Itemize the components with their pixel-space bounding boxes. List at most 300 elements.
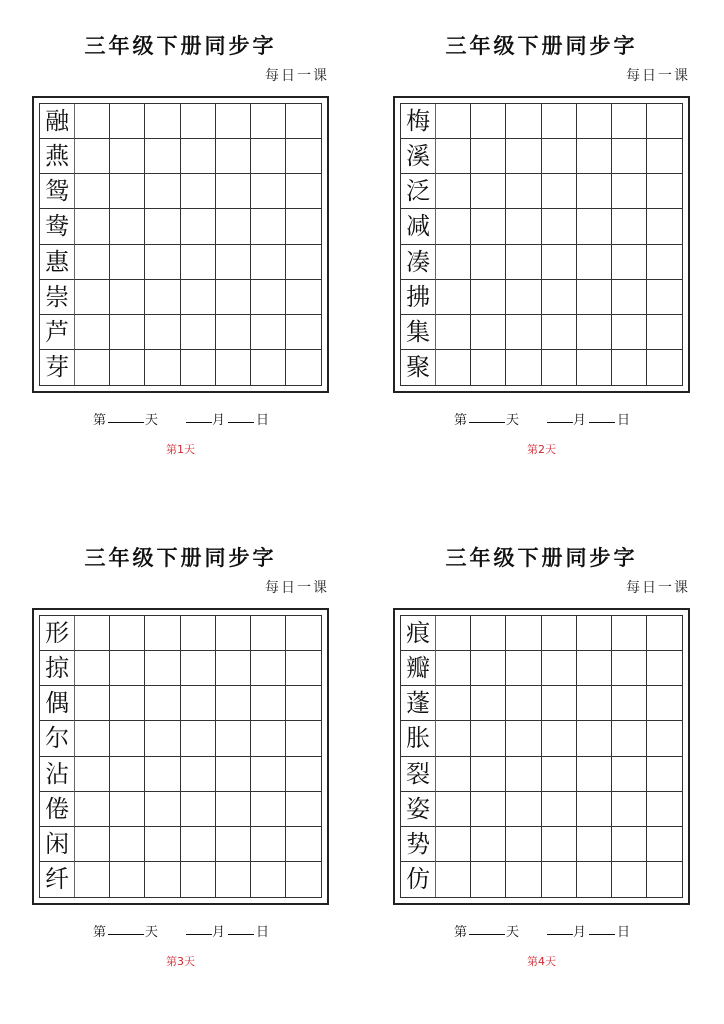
writing-practice-cell[interactable] bbox=[612, 686, 647, 721]
writing-practice-cell[interactable] bbox=[110, 757, 145, 792]
practice-sheet-day-2 bbox=[361, 0, 722, 512]
writing-practice-cell[interactable] bbox=[145, 862, 180, 897]
writing-practice-cell[interactable] bbox=[542, 616, 577, 651]
writing-practice-cell[interactable] bbox=[216, 757, 251, 792]
day-number-blank[interactable] bbox=[108, 409, 144, 423]
writing-practice-cell[interactable] bbox=[145, 757, 180, 792]
writing-practice-cell[interactable] bbox=[216, 792, 251, 827]
writing-practice-cell[interactable] bbox=[110, 792, 145, 827]
writing-practice-cell[interactable] bbox=[436, 686, 471, 721]
writing-practice-cell[interactable] bbox=[286, 245, 321, 280]
practice-grid-frame bbox=[32, 96, 329, 393]
writing-practice-cell[interactable] bbox=[145, 315, 180, 350]
writing-practice-cell[interactable] bbox=[436, 245, 471, 280]
writing-practice-cell[interactable] bbox=[506, 280, 541, 315]
writing-practice-cell[interactable] bbox=[75, 104, 110, 139]
writing-practice-cell[interactable] bbox=[251, 721, 286, 756]
writing-practice-cell[interactable] bbox=[471, 721, 506, 756]
writing-practice-cell[interactable] bbox=[75, 209, 110, 244]
model-character-cell: 燕 bbox=[40, 139, 75, 174]
date-day-label: 日 bbox=[256, 413, 270, 428]
writing-practice-cell[interactable] bbox=[506, 139, 541, 174]
writing-practice-cell[interactable] bbox=[251, 686, 286, 721]
writing-practice-cell[interactable] bbox=[216, 139, 251, 174]
practice-grid-frame bbox=[393, 96, 690, 393]
writing-practice-cell[interactable] bbox=[542, 315, 577, 350]
day-tag: 第2天 bbox=[527, 443, 556, 456]
writing-practice-cell[interactable] bbox=[542, 686, 577, 721]
writing-practice-cell[interactable] bbox=[145, 827, 180, 862]
writing-practice-cell[interactable] bbox=[542, 280, 577, 315]
day-blank[interactable] bbox=[228, 409, 254, 423]
model-character-cell: 泛 bbox=[401, 174, 436, 209]
month-blank[interactable] bbox=[547, 409, 573, 423]
sheet-subtitle: 每日一课 bbox=[626, 580, 690, 596]
model-character-cell: 梅 bbox=[401, 104, 436, 139]
writing-practice-cell[interactable] bbox=[216, 104, 251, 139]
writing-practice-cell[interactable] bbox=[110, 862, 145, 897]
writing-practice-cell[interactable] bbox=[506, 616, 541, 651]
writing-practice-cell[interactable] bbox=[436, 139, 471, 174]
writing-practice-cell[interactable] bbox=[471, 350, 506, 385]
sheet-subtitle: 每日一课 bbox=[265, 580, 329, 596]
writing-practice-cell[interactable] bbox=[216, 209, 251, 244]
writing-practice-cell[interactable] bbox=[542, 209, 577, 244]
writing-practice-cell[interactable] bbox=[577, 315, 612, 350]
writing-practice-cell[interactable] bbox=[612, 651, 647, 686]
writing-practice-cell[interactable] bbox=[436, 792, 471, 827]
model-character-cell: 姿 bbox=[401, 792, 436, 827]
model-character-cell: 势 bbox=[401, 827, 436, 862]
writing-practice-cell[interactable] bbox=[145, 721, 180, 756]
writing-practice-cell[interactable] bbox=[75, 350, 110, 385]
writing-practice-cell[interactable] bbox=[471, 757, 506, 792]
writing-practice-cell[interactable] bbox=[471, 862, 506, 897]
writing-practice-cell[interactable] bbox=[506, 721, 541, 756]
writing-practice-cell[interactable] bbox=[471, 209, 506, 244]
writing-practice-cell[interactable] bbox=[251, 104, 286, 139]
writing-practice-cell[interactable] bbox=[145, 104, 180, 139]
writing-practice-cell[interactable] bbox=[577, 651, 612, 686]
writing-practice-cell[interactable] bbox=[110, 104, 145, 139]
writing-practice-cell[interactable] bbox=[436, 209, 471, 244]
model-character-cell: 惠 bbox=[40, 245, 75, 280]
date-day-label: 日 bbox=[256, 925, 270, 940]
writing-practice-cell[interactable] bbox=[577, 174, 612, 209]
model-character-cell: 裂 bbox=[401, 757, 436, 792]
writing-practice-cell[interactable] bbox=[216, 245, 251, 280]
month-blank[interactable] bbox=[186, 921, 212, 935]
writing-practice-cell[interactable] bbox=[577, 245, 612, 280]
writing-practice-cell[interactable] bbox=[286, 651, 321, 686]
writing-practice-cell[interactable] bbox=[110, 350, 145, 385]
writing-practice-cell[interactable] bbox=[75, 792, 110, 827]
writing-practice-cell[interactable] bbox=[647, 350, 682, 385]
date-day-label: 日 bbox=[617, 413, 631, 428]
writing-practice-cell[interactable] bbox=[506, 792, 541, 827]
model-character-cell: 集 bbox=[401, 315, 436, 350]
model-character-cell: 鸯 bbox=[40, 209, 75, 244]
writing-practice-cell[interactable] bbox=[506, 827, 541, 862]
writing-practice-cell[interactable] bbox=[542, 757, 577, 792]
writing-practice-cell[interactable] bbox=[471, 174, 506, 209]
writing-practice-cell[interactable] bbox=[145, 686, 180, 721]
writing-practice-cell[interactable] bbox=[110, 139, 145, 174]
writing-practice-cell[interactable] bbox=[647, 651, 682, 686]
date-day-suffix: 天 bbox=[145, 413, 159, 428]
writing-practice-cell[interactable] bbox=[110, 616, 145, 651]
writing-practice-cell[interactable] bbox=[145, 792, 180, 827]
model-character-cell: 纤 bbox=[40, 862, 75, 897]
writing-practice-cell[interactable] bbox=[647, 245, 682, 280]
writing-practice-cell[interactable] bbox=[181, 792, 216, 827]
writing-practice-cell[interactable] bbox=[612, 209, 647, 244]
writing-practice-cell[interactable] bbox=[145, 350, 180, 385]
writing-practice-cell[interactable] bbox=[251, 827, 286, 862]
writing-practice-cell[interactable] bbox=[216, 827, 251, 862]
writing-practice-cell[interactable] bbox=[75, 174, 110, 209]
writing-practice-cell[interactable] bbox=[251, 280, 286, 315]
practice-grid bbox=[400, 103, 683, 386]
writing-practice-cell[interactable] bbox=[216, 862, 251, 897]
writing-practice-cell[interactable] bbox=[181, 651, 216, 686]
writing-practice-cell[interactable] bbox=[471, 651, 506, 686]
date-prefix: 第 bbox=[454, 925, 468, 940]
practice-grid-frame bbox=[393, 608, 690, 905]
writing-practice-cell[interactable] bbox=[181, 209, 216, 244]
model-character-cell: 芽 bbox=[40, 350, 75, 385]
writing-practice-cell[interactable] bbox=[181, 862, 216, 897]
writing-practice-cell[interactable] bbox=[181, 315, 216, 350]
writing-practice-cell[interactable] bbox=[577, 209, 612, 244]
writing-practice-cell[interactable] bbox=[506, 174, 541, 209]
writing-practice-cell[interactable] bbox=[577, 139, 612, 174]
writing-practice-cell[interactable] bbox=[75, 862, 110, 897]
writing-practice-cell[interactable] bbox=[110, 174, 145, 209]
writing-practice-cell[interactable] bbox=[286, 209, 321, 244]
model-character-cell: 仿 bbox=[401, 862, 436, 897]
writing-practice-cell[interactable] bbox=[647, 280, 682, 315]
writing-practice-cell[interactable] bbox=[577, 757, 612, 792]
writing-practice-cell[interactable] bbox=[436, 757, 471, 792]
writing-practice-cell[interactable] bbox=[612, 862, 647, 897]
writing-practice-cell[interactable] bbox=[251, 350, 286, 385]
writing-practice-cell[interactable] bbox=[286, 280, 321, 315]
writing-practice-cell[interactable] bbox=[181, 616, 216, 651]
writing-practice-cell[interactable] bbox=[542, 651, 577, 686]
model-character-cell: 沾 bbox=[40, 757, 75, 792]
writing-practice-cell[interactable] bbox=[145, 174, 180, 209]
writing-practice-cell[interactable] bbox=[216, 651, 251, 686]
model-character-cell: 形 bbox=[40, 616, 75, 651]
day-number-blank[interactable] bbox=[108, 921, 144, 935]
month-blank[interactable] bbox=[547, 921, 573, 935]
writing-practice-cell[interactable] bbox=[436, 350, 471, 385]
writing-practice-cell[interactable] bbox=[75, 686, 110, 721]
writing-practice-cell[interactable] bbox=[110, 827, 145, 862]
writing-practice-cell[interactable] bbox=[216, 686, 251, 721]
writing-practice-cell[interactable] bbox=[647, 862, 682, 897]
writing-practice-cell[interactable] bbox=[577, 350, 612, 385]
model-character-cell: 鸳 bbox=[40, 174, 75, 209]
practice-grid-frame bbox=[32, 608, 329, 905]
writing-practice-cell[interactable] bbox=[110, 245, 145, 280]
writing-practice-cell[interactable] bbox=[286, 104, 321, 139]
writing-practice-cell[interactable] bbox=[612, 350, 647, 385]
date-day-label: 日 bbox=[617, 925, 631, 940]
model-character-cell: 拂 bbox=[401, 280, 436, 315]
date-month-label: 月 bbox=[212, 413, 226, 428]
writing-practice-cell[interactable] bbox=[542, 139, 577, 174]
model-character-cell: 胀 bbox=[401, 721, 436, 756]
model-character-cell: 融 bbox=[40, 104, 75, 139]
writing-practice-cell[interactable] bbox=[471, 139, 506, 174]
writing-practice-cell[interactable] bbox=[286, 827, 321, 862]
writing-practice-cell[interactable] bbox=[542, 827, 577, 862]
writing-practice-cell[interactable] bbox=[612, 104, 647, 139]
writing-practice-cell[interactable] bbox=[612, 139, 647, 174]
writing-practice-cell[interactable] bbox=[75, 616, 110, 651]
date-day-suffix: 天 bbox=[145, 925, 159, 940]
day-number-blank[interactable] bbox=[469, 409, 505, 423]
writing-practice-cell[interactable] bbox=[647, 174, 682, 209]
writing-practice-cell[interactable] bbox=[542, 350, 577, 385]
writing-practice-cell[interactable] bbox=[181, 721, 216, 756]
writing-practice-cell[interactable] bbox=[75, 757, 110, 792]
writing-practice-cell[interactable] bbox=[436, 721, 471, 756]
writing-practice-cell[interactable] bbox=[145, 651, 180, 686]
writing-practice-cell[interactable] bbox=[647, 757, 682, 792]
writing-practice-cell[interactable] bbox=[110, 315, 145, 350]
model-character-cell: 闲 bbox=[40, 827, 75, 862]
writing-practice-cell[interactable] bbox=[251, 315, 286, 350]
writing-practice-cell[interactable] bbox=[75, 827, 110, 862]
writing-practice-cell[interactable] bbox=[110, 651, 145, 686]
day-blank[interactable] bbox=[589, 409, 615, 423]
writing-practice-cell[interactable] bbox=[286, 757, 321, 792]
model-character-cell: 凑 bbox=[401, 245, 436, 280]
practice-sheet-day-4 bbox=[361, 512, 722, 1024]
writing-practice-cell[interactable] bbox=[181, 757, 216, 792]
writing-practice-cell[interactable] bbox=[542, 104, 577, 139]
date-prefix: 第 bbox=[93, 925, 107, 940]
writing-practice-cell[interactable] bbox=[647, 104, 682, 139]
writing-practice-cell[interactable] bbox=[612, 280, 647, 315]
sheet-title: 三年级下册同步字 bbox=[84, 545, 277, 570]
sheet-subtitle: 每日一课 bbox=[265, 68, 329, 84]
writing-practice-cell[interactable] bbox=[181, 827, 216, 862]
writing-practice-cell[interactable] bbox=[216, 616, 251, 651]
writing-practice-cell[interactable] bbox=[436, 315, 471, 350]
writing-practice-cell[interactable] bbox=[216, 174, 251, 209]
writing-practice-cell[interactable] bbox=[577, 862, 612, 897]
writing-practice-cell[interactable] bbox=[145, 280, 180, 315]
writing-practice-cell[interactable] bbox=[75, 245, 110, 280]
writing-practice-cell[interactable] bbox=[251, 792, 286, 827]
writing-practice-cell[interactable] bbox=[286, 862, 321, 897]
writing-practice-cell[interactable] bbox=[75, 315, 110, 350]
writing-practice-cell[interactable] bbox=[506, 651, 541, 686]
writing-practice-cell[interactable] bbox=[181, 245, 216, 280]
writing-practice-cell[interactable] bbox=[577, 827, 612, 862]
model-character-cell: 芦 bbox=[40, 315, 75, 350]
writing-practice-cell[interactable] bbox=[181, 280, 216, 315]
writing-practice-cell[interactable] bbox=[647, 616, 682, 651]
writing-practice-cell[interactable] bbox=[612, 616, 647, 651]
writing-practice-cell[interactable] bbox=[145, 139, 180, 174]
date-day-suffix: 天 bbox=[506, 413, 520, 428]
writing-practice-cell[interactable] bbox=[612, 315, 647, 350]
writing-practice-cell[interactable] bbox=[251, 616, 286, 651]
writing-practice-cell[interactable] bbox=[110, 209, 145, 244]
date-prefix: 第 bbox=[454, 413, 468, 428]
writing-practice-cell[interactable] bbox=[506, 315, 541, 350]
writing-practice-cell[interactable] bbox=[612, 245, 647, 280]
writing-practice-cell[interactable] bbox=[647, 139, 682, 174]
sheet-title: 三年级下册同步字 bbox=[445, 33, 638, 58]
writing-practice-cell[interactable] bbox=[506, 245, 541, 280]
writing-practice-cell[interactable] bbox=[542, 245, 577, 280]
writing-practice-cell[interactable] bbox=[286, 686, 321, 721]
writing-practice-cell[interactable] bbox=[251, 862, 286, 897]
writing-practice-cell[interactable] bbox=[286, 721, 321, 756]
writing-practice-cell[interactable] bbox=[436, 104, 471, 139]
writing-practice-cell[interactable] bbox=[612, 174, 647, 209]
writing-practice-cell[interactable] bbox=[506, 862, 541, 897]
writing-practice-cell[interactable] bbox=[612, 757, 647, 792]
writing-practice-cell[interactable] bbox=[612, 721, 647, 756]
writing-practice-cell[interactable] bbox=[145, 245, 180, 280]
writing-practice-cell[interactable] bbox=[251, 174, 286, 209]
writing-practice-cell[interactable] bbox=[251, 139, 286, 174]
writing-practice-cell[interactable] bbox=[436, 827, 471, 862]
writing-practice-cell[interactable] bbox=[436, 174, 471, 209]
writing-practice-cell[interactable] bbox=[251, 757, 286, 792]
day-tag: 第1天 bbox=[166, 443, 195, 456]
writing-practice-cell[interactable] bbox=[436, 651, 471, 686]
practice-grid bbox=[400, 615, 683, 898]
writing-practice-cell[interactable] bbox=[612, 792, 647, 827]
writing-practice-cell[interactable] bbox=[436, 280, 471, 315]
writing-practice-cell[interactable] bbox=[542, 174, 577, 209]
model-character-cell: 尔 bbox=[40, 721, 75, 756]
writing-practice-cell[interactable] bbox=[110, 280, 145, 315]
writing-practice-cell[interactable] bbox=[577, 616, 612, 651]
writing-practice-cell[interactable] bbox=[145, 616, 180, 651]
practice-grid bbox=[39, 615, 322, 898]
writing-practice-cell[interactable] bbox=[471, 616, 506, 651]
writing-practice-cell[interactable] bbox=[110, 721, 145, 756]
writing-practice-cell[interactable] bbox=[471, 280, 506, 315]
writing-practice-cell[interactable] bbox=[471, 104, 506, 139]
writing-practice-cell[interactable] bbox=[506, 350, 541, 385]
writing-practice-cell[interactable] bbox=[471, 827, 506, 862]
writing-practice-cell[interactable] bbox=[612, 827, 647, 862]
writing-practice-cell[interactable] bbox=[542, 721, 577, 756]
model-character-cell: 瓣 bbox=[401, 651, 436, 686]
model-character-cell: 崇 bbox=[40, 280, 75, 315]
writing-practice-cell[interactable] bbox=[577, 104, 612, 139]
writing-practice-cell[interactable] bbox=[577, 686, 612, 721]
writing-practice-cell[interactable] bbox=[216, 280, 251, 315]
writing-practice-cell[interactable] bbox=[542, 862, 577, 897]
writing-practice-cell[interactable] bbox=[286, 315, 321, 350]
writing-practice-cell[interactable] bbox=[471, 792, 506, 827]
writing-practice-cell[interactable] bbox=[436, 616, 471, 651]
month-blank[interactable] bbox=[186, 409, 212, 423]
date-day-suffix: 天 bbox=[506, 925, 520, 940]
writing-practice-cell[interactable] bbox=[647, 792, 682, 827]
day-number-blank[interactable] bbox=[469, 921, 505, 935]
writing-practice-cell[interactable] bbox=[181, 104, 216, 139]
writing-practice-cell[interactable] bbox=[75, 139, 110, 174]
writing-practice-cell[interactable] bbox=[647, 827, 682, 862]
day-blank[interactable] bbox=[228, 921, 254, 935]
writing-practice-cell[interactable] bbox=[286, 350, 321, 385]
writing-practice-cell[interactable] bbox=[216, 350, 251, 385]
writing-practice-cell[interactable] bbox=[145, 209, 180, 244]
writing-practice-cell[interactable] bbox=[181, 686, 216, 721]
writing-practice-cell[interactable] bbox=[110, 686, 145, 721]
model-character-cell: 溪 bbox=[401, 139, 436, 174]
practice-grid bbox=[39, 103, 322, 386]
writing-practice-cell[interactable] bbox=[647, 721, 682, 756]
writing-practice-cell[interactable] bbox=[216, 315, 251, 350]
writing-practice-cell[interactable] bbox=[75, 651, 110, 686]
writing-practice-cell[interactable] bbox=[506, 104, 541, 139]
sheet-title: 三年级下册同步字 bbox=[445, 545, 638, 570]
writing-practice-cell[interactable] bbox=[471, 315, 506, 350]
writing-practice-cell[interactable] bbox=[647, 315, 682, 350]
writing-practice-cell[interactable] bbox=[506, 757, 541, 792]
day-tag: 第4天 bbox=[527, 955, 556, 968]
writing-practice-cell[interactable] bbox=[506, 686, 541, 721]
model-character-cell: 偶 bbox=[40, 686, 75, 721]
model-character-cell: 痕 bbox=[401, 616, 436, 651]
writing-practice-cell[interactable] bbox=[647, 686, 682, 721]
model-character-cell: 聚 bbox=[401, 350, 436, 385]
writing-practice-cell[interactable] bbox=[251, 651, 286, 686]
writing-practice-cell[interactable] bbox=[286, 792, 321, 827]
model-character-cell: 掠 bbox=[40, 651, 75, 686]
writing-practice-cell[interactable] bbox=[647, 209, 682, 244]
writing-practice-cell[interactable] bbox=[286, 139, 321, 174]
model-character-cell: 蓬 bbox=[401, 686, 436, 721]
writing-practice-cell[interactable] bbox=[577, 721, 612, 756]
writing-practice-cell[interactable] bbox=[436, 862, 471, 897]
writing-practice-cell[interactable] bbox=[216, 721, 251, 756]
writing-practice-cell[interactable] bbox=[286, 174, 321, 209]
writing-practice-cell[interactable] bbox=[542, 792, 577, 827]
writing-practice-cell[interactable] bbox=[251, 209, 286, 244]
writing-practice-cell[interactable] bbox=[286, 616, 321, 651]
writing-practice-cell[interactable] bbox=[577, 280, 612, 315]
writing-practice-cell[interactable] bbox=[75, 280, 110, 315]
practice-sheet-day-3 bbox=[0, 512, 361, 1024]
writing-practice-cell[interactable] bbox=[181, 174, 216, 209]
writing-practice-cell[interactable] bbox=[577, 792, 612, 827]
writing-practice-cell[interactable] bbox=[251, 245, 286, 280]
practice-sheet-day-1 bbox=[0, 0, 361, 512]
writing-practice-cell[interactable] bbox=[471, 686, 506, 721]
writing-practice-cell[interactable] bbox=[181, 139, 216, 174]
writing-practice-cell[interactable] bbox=[471, 245, 506, 280]
day-blank[interactable] bbox=[589, 921, 615, 935]
writing-practice-cell[interactable] bbox=[181, 350, 216, 385]
sheet-subtitle: 每日一课 bbox=[626, 68, 690, 84]
writing-practice-cell[interactable] bbox=[506, 209, 541, 244]
writing-practice-cell[interactable] bbox=[75, 721, 110, 756]
